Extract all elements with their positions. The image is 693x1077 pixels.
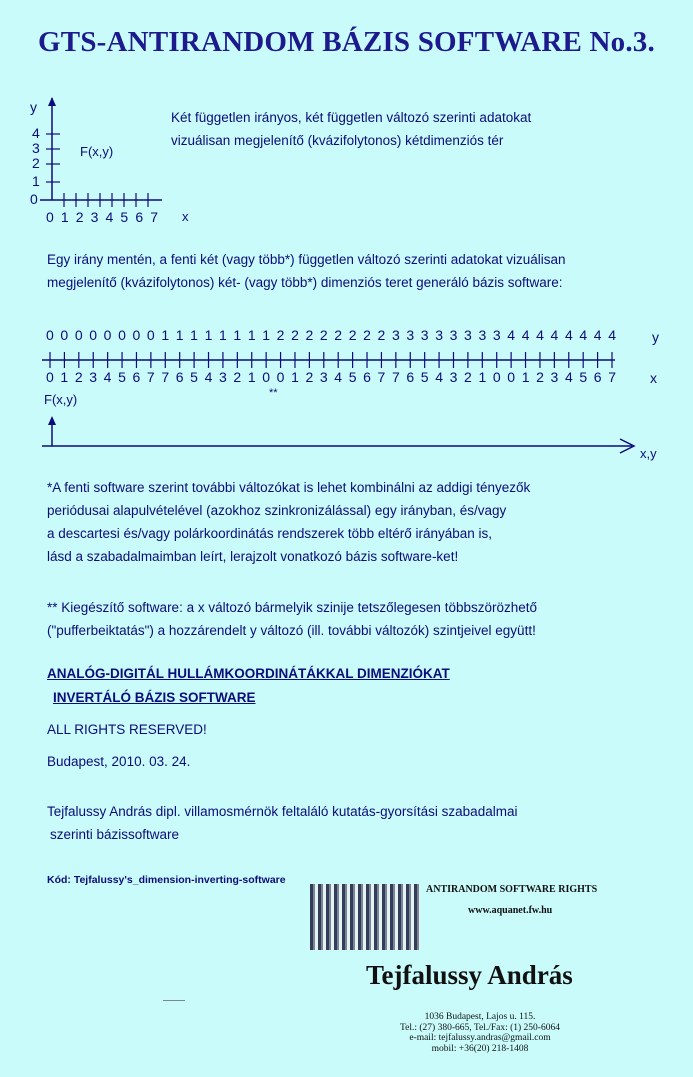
- small-graph-y-tick: 2: [32, 155, 40, 171]
- small-graph-y-label: y: [30, 99, 37, 115]
- footnote-1: [47, 476, 530, 568]
- mobile-text: mobil: +36(20) 218-1408: [431, 1043, 529, 1054]
- text-line: Két független irányos, két független változó szerinti adatokat: [171, 110, 532, 125]
- number-line-y-row: 0 0 0 0 0 0 0 0 1 1 1 1 1 1 1 1 2 2 2 2 2 2 2 2 3 3 3 3 3 3 3 3 4 4 4 4 4 4 4 4: [46, 327, 617, 343]
- footnote-2: [47, 596, 537, 642]
- rights-text: ALL RIGHTS RESERVED!: [47, 722, 207, 737]
- contact-block: [380, 1012, 580, 1054]
- small-graph-y-tick: 1: [32, 173, 40, 189]
- small-graph-x-label: x: [182, 209, 189, 224]
- text-line: Tejfalussy András dipl. villamosmérnök feltaláló kutatás-gyorsítási szabadalmai: [47, 804, 518, 819]
- text-line: Egy irány mentén, a fenti két (vagy több*) független változó szerinti adatokat vizuálisan: [47, 252, 566, 267]
- software-description: [47, 248, 566, 294]
- number-line-y-label: y: [652, 329, 659, 345]
- small-graph-x-ticks-label: 0 1 2 3 4 5 6 7: [46, 209, 158, 225]
- stamp-name: Tejfalussy András: [366, 960, 573, 990]
- text-line: periódusai alapulvételével (azokhoz szinkronizálással) egy irányban, és/vagy: [47, 503, 507, 518]
- number-line-diagram: [40, 318, 680, 468]
- text-line: szerinti bázissoftware: [50, 827, 180, 842]
- heading-line: ANALÓG-DIGITÁL HULLÁMKOORDINÁTÁKKAL DIMENZIÓKAT: [47, 666, 450, 681]
- function-axis-arrow: [48, 416, 56, 425]
- text-line: megjelenítő (kvázifolytonos) két- (vagy több*) dimenziós teret generáló bázis software:: [47, 275, 563, 290]
- text-line: *A fenti software szerint további változókat is lehet kombinálni az addigi tényezők: [47, 480, 531, 495]
- date-text: Budapest, 2010. 03. 24.: [47, 754, 191, 769]
- stamp-url: www.aquanet.fw.hu: [468, 905, 553, 916]
- small-graph-y-tick: 3: [32, 140, 40, 156]
- software-heading: [47, 662, 450, 710]
- small-graph-function-label: F(x,y): [80, 144, 114, 159]
- code-label: Kód: Tejfalussy's_dimension-inverting-software: [47, 874, 286, 886]
- number-line-x-label: x: [650, 370, 657, 386]
- number-line-x-row: 0 1 2 3 4 5 6 7 7 6 5 4 3 2 1 0 0 1 2 3 4 5 6 7 7 6 5 4 3 2 1 0 0 1 2 3 4 5 6 7: [46, 369, 617, 385]
- xy-axis-label: x,y: [640, 446, 657, 461]
- small-graph-y-tick: 4: [32, 125, 40, 141]
- text-line: a descartesi és/vagy polárkoordinátás rendszerek több eltérő irányában is,: [47, 526, 492, 541]
- text-line: vizuálisan megjelenítő (kvázifolytonos) kétdimenziós tér: [171, 133, 504, 148]
- phone-text: Tel.: (27) 380-665, Tel./Fax: (1) 250-6064: [400, 1022, 560, 1033]
- page-title: GTS-ANTIRANDOM BÁZIS SOFTWARE No.3.: [38, 26, 655, 58]
- function-axis-label: F(x,y): [44, 392, 78, 407]
- heading-line: INVERTÁLÓ BÁZIS SOFTWARE: [53, 690, 256, 705]
- email-text: e-mail: tejfalussy.andras@gmail.com: [409, 1033, 551, 1043]
- text-line: lásd a szabadalmaimban leírt, lerajzolt vonatkozó bázis software-ket!: [47, 549, 459, 564]
- author-note: [47, 800, 517, 846]
- stamp-image: [310, 884, 420, 950]
- graph-description: [171, 106, 531, 152]
- address-text: 1036 Budapest, Lajos u. 115.: [424, 1012, 536, 1022]
- text-line: ("pufferbeiktatás") a hozzárendelt y változó (ill. további változók) szintjeivel együtt!: [47, 623, 536, 638]
- small-graph-y-arrow: [48, 97, 56, 106]
- small-graph-y-tick: 0: [30, 191, 38, 207]
- star-mark: **: [269, 387, 278, 399]
- text-line: ** Kiegészítő software: a x változó bármelyik szinije tetszőlegesen többszörözhető: [47, 600, 538, 615]
- stamp-header: ANTIRANDOM SOFTWARE RIGHTS: [426, 884, 598, 895]
- divider: [163, 1000, 185, 1001]
